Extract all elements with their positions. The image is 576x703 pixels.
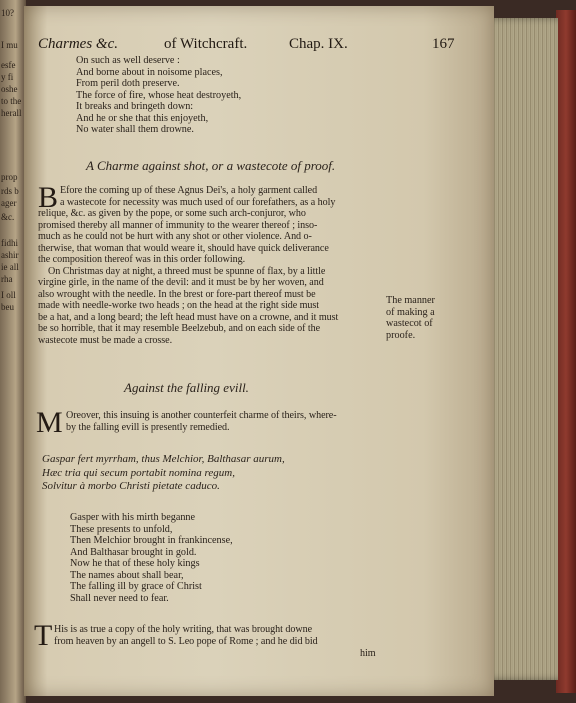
previous-page-fragment: I mu — [1, 40, 18, 50]
text-line: On Christmas day at night, a threed must be spunne of flax, by a little — [48, 265, 326, 277]
text-line: the composition thereof was in this order following. — [38, 254, 246, 265]
text-line: be a hat, and a long beard; the left head must have on a crowne, and it must — [38, 311, 339, 323]
header-chapter: Chap. IX. — [289, 36, 348, 52]
previous-page-fragment: prop — [1, 172, 18, 182]
drop-cap: M — [36, 406, 63, 439]
text-line: be so horrible, that it may resemble Beelzebub, and on each side of the — [38, 323, 321, 334]
text-line: Efore the coming up of these Agnus Dei's, a holy garment called — [60, 185, 318, 196]
previous-page-fragment: esfe — [1, 60, 16, 70]
text-line: promised thereby all manner of immunity to the wearer thereof ; inso- — [38, 219, 318, 231]
text-line: wastecote must be made a crosse. — [38, 334, 173, 346]
verse-line: Shall never need to fear. — [70, 592, 169, 604]
section-title-charm: A Charme against shot, or a wastecote of proof. — [86, 158, 336, 173]
latin-verse: Gaspar fert myrrham, thus Melchior, Balthasar aurum, Hæc tria qui secum portabit nomina regum, Solvitur à morbo Christi pietate caduco. — [42, 453, 285, 492]
page-number: 167 — [432, 36, 455, 52]
section-title-falling-evil: Against the falling evill. — [124, 380, 249, 395]
verse-block-2 — [70, 512, 233, 604]
catchword: him — [360, 648, 376, 659]
text-line: much as he could not be hurt with any shot or other violence. And o- — [38, 231, 312, 242]
previous-page-fragment: herall — [1, 108, 22, 118]
paragraph-block — [38, 208, 338, 346]
margin-note: The manner of making a wastecot of proofe. — [386, 295, 435, 341]
drop-cap: B — [38, 181, 59, 214]
verse-line: It breaks and bringeth down: — [76, 101, 194, 112]
text-line: therwise, that woman that would weare it, should have quick deliverance — [38, 242, 329, 254]
text-line: His is as true a copy of the holy writing, that was brought downe — [54, 624, 313, 635]
previous-page-fragment: beu — [1, 302, 14, 312]
previous-page-fragment: rds b — [1, 186, 19, 196]
verse-line: And he or she that this enjoyeth, — [76, 112, 209, 124]
verse-line: Then Melchior brought in frankincense, — [70, 535, 233, 546]
verse-line: The falling ill by grace of Christ — [70, 581, 202, 592]
verse-line: On such as well deserve : — [76, 55, 180, 66]
header-left: Charmes &c. — [38, 36, 118, 52]
text-line: a wastecote for necessity was much used of our forefathers, as a holy — [60, 196, 336, 208]
verse-line: Now he that of these holy kings — [70, 558, 200, 569]
drop-cap: T — [34, 619, 53, 652]
verse-line: From peril doth preserve. — [76, 78, 180, 89]
verse-line: And borne about in noisome places, — [76, 66, 223, 78]
text-line: virgine girle, in the name of the devil: and it must be by her woven, and — [38, 277, 324, 288]
verse-line: And Balthasar brought in gold. — [70, 546, 197, 558]
verse-line: These presents to unfold, — [70, 523, 173, 535]
verse-block-1 — [76, 55, 241, 136]
previous-page-fragment: to the — [1, 96, 22, 106]
previous-page-fragment: ager — [1, 198, 17, 208]
text-line: by the falling evill is presently remedied. — [66, 421, 230, 433]
text-line: from heaven by an angell to S. Leo pope of Rome ; and he did bid — [54, 635, 318, 647]
verse-line: The force of fire, whose heat destroyeth, — [76, 89, 242, 101]
text-line: made with needle-worke two heads ; on the head at the right side must — [38, 300, 320, 311]
page — [24, 6, 494, 696]
previous-page-fragment: fidhi — [1, 238, 18, 248]
previous-page-fragment: &c. — [1, 212, 15, 222]
verse-line: The names about shall bear, — [70, 569, 184, 581]
previous-page-fragment: oshe — [1, 84, 18, 94]
header-center: of Witchcraft. — [164, 36, 248, 52]
paragraph-block-2 — [66, 410, 337, 433]
text-line: relique, &c. as given by the pope, or some such arch-conjuror, who — [38, 208, 306, 219]
text-line: also wrought with the needle. In the brest or fore-part thereof must be — [38, 288, 316, 300]
paragraph-block-3 — [54, 624, 318, 647]
book-cover — [556, 10, 576, 693]
previous-page-fragment: ashir — [1, 250, 19, 260]
verse-line: Gasper with his mirth beganne — [70, 512, 196, 523]
previous-page-fragment: 10? — [1, 8, 14, 18]
paragraph-block-top — [60, 185, 335, 208]
previous-page-fragment: ie all — [1, 262, 19, 272]
text-line: Oreover, this insuing is another counterfeit charme of theirs, where- — [66, 410, 337, 421]
previous-page-fragment: I oll — [1, 290, 16, 300]
previous-page-fragment: y fi — [1, 72, 14, 82]
previous-page-fragment: rha — [1, 274, 13, 284]
verse-line: No water shall them drowne. — [76, 124, 194, 135]
